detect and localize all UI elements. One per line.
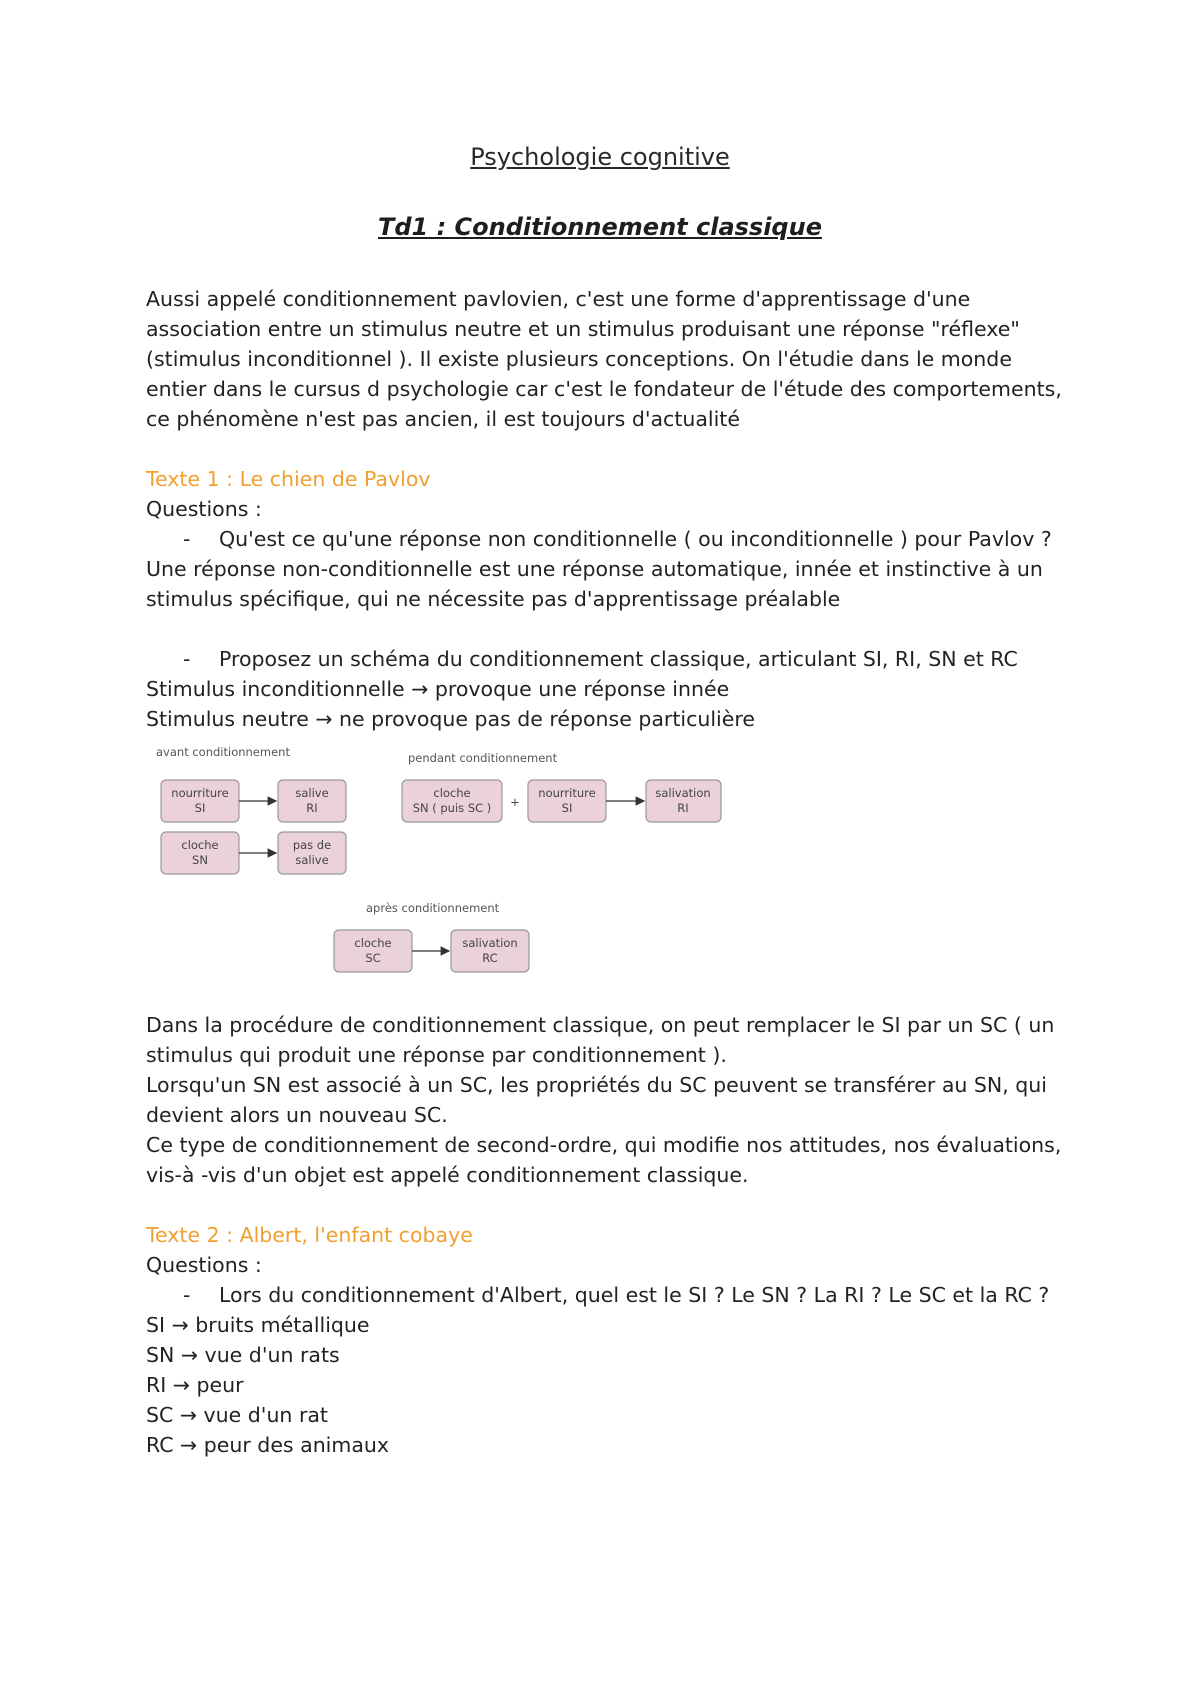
answer-line: RI → peur: [146, 1373, 244, 1397]
section-heading-texte2: Texte 2 : Albert, l'enfant cobaye: [146, 1223, 473, 1247]
intro-line: ce phénomène n'est pas ancien, il est toujours d'actualité: [146, 407, 740, 431]
paragraph-line: Dans la procédure de conditionnement classique, on peut remplacer le SI par un SC ( un: [146, 1013, 1055, 1037]
svg-text:RC: RC: [482, 951, 498, 965]
diagram-label-avant: avant conditionnement: [156, 745, 290, 759]
svg-text:RI: RI: [306, 801, 318, 815]
paragraph-line: stimulus qui produit une réponse par conditionnement ).: [146, 1043, 727, 1067]
bullet-dash: -: [183, 647, 191, 671]
intro-line: (stimulus inconditionnel ). Il existe plusieurs conceptions. On l'étudie dans le monde: [146, 347, 1012, 371]
svg-text:salivation: salivation: [655, 786, 711, 800]
question-text: Lors du conditionnement d'Albert, quel est le SI ? Le SN ? La RI ? Le SC et la RC ?: [219, 1283, 1050, 1307]
intro-line: Aussi appelé conditionnement pavlovien, c'est une forme d'apprentissage d'une: [146, 287, 971, 311]
diagram-label-apres: après conditionnement: [366, 901, 500, 915]
svg-text:salivation: salivation: [462, 936, 518, 950]
answer-line: Une réponse non-conditionnelle est une réponse automatique, innée et instinctive à un: [146, 557, 1043, 581]
svg-text:salive: salive: [295, 853, 329, 867]
svg-text:cloche: cloche: [433, 786, 471, 800]
question-text: Proposez un schéma du conditionnement classique, articulant SI, RI, SN et RC: [219, 647, 1018, 671]
svg-text:cloche: cloche: [181, 838, 219, 852]
answer-line: Stimulus neutre → ne provoque pas de réponse particulière: [146, 707, 755, 731]
diagram-box-cloche-sn-puis-sc: [402, 780, 502, 822]
svg-text:cloche: cloche: [354, 936, 392, 950]
answer-line: stimulus spécifique, qui ne nécessite pas d'apprentissage préalable: [146, 587, 841, 611]
diagram-box-pas-de-salive: [278, 832, 346, 874]
document-title: Psychologie cognitive: [470, 143, 730, 171]
answer-line: SN → vue d'un rats: [146, 1343, 340, 1367]
question-item: [183, 1280, 1049, 1310]
svg-text:pas de: pas de: [292, 838, 332, 852]
question-text: Qu'est ce qu'une réponse non conditionnelle ( ou inconditionnelle ) pour Pavlov ?: [219, 527, 1052, 551]
answer-line: SC → vue d'un rat: [146, 1403, 328, 1427]
intro-line: entier dans le cursus d psychologie car c'est le fondateur de l'étude des comportements,: [146, 377, 1062, 401]
svg-text:nourriture: nourriture: [171, 786, 229, 800]
question-item: [183, 644, 1018, 674]
diagram-box-salivation-rc: [451, 930, 529, 972]
answer-line: Stimulus inconditionnelle → provoque une réponse innée: [146, 677, 730, 701]
paragraph-line: Lorsqu'un SN est associé à un SC, les propriétés du SC peuvent se transférer au SN, qui: [146, 1073, 1047, 1097]
diagram-box-cloche-sn: [161, 832, 239, 874]
intro-line: association entre un stimulus neutre et un stimulus produisant une réponse "réflexe": [146, 317, 1020, 341]
svg-text:SN ( puis SC ): SN ( puis SC ): [412, 801, 492, 815]
svg-text:salive: salive: [295, 786, 329, 800]
conditioning-diagram: [146, 740, 746, 980]
bullet-dash: -: [183, 1283, 191, 1307]
svg-text:SI: SI: [561, 801, 573, 815]
svg-text:SN: SN: [192, 853, 208, 867]
answer-line: SI → bruits métallique: [146, 1313, 370, 1337]
paragraph-line: devient alors un nouveau SC.: [146, 1103, 448, 1127]
diagram-box-salive-ri: [278, 780, 346, 822]
diagram-box-nourriture-si: [161, 780, 239, 822]
diagram-box-cloche-sc: [334, 930, 412, 972]
paragraph-line: Ce type de conditionnement de second-ordre, qui modifie nos attitudes, nos évaluations,: [146, 1133, 1062, 1157]
questions-label: Questions :: [146, 497, 262, 521]
diagram-label-pendant: pendant conditionnement: [408, 751, 558, 765]
diagram-plus-sign: +: [510, 795, 520, 809]
answer-line: RC → peur des animaux: [146, 1433, 390, 1457]
diagram-box-nourriture-si-pendant: [528, 780, 606, 822]
svg-text:SI: SI: [194, 801, 206, 815]
paragraph-line: vis-à -vis d'un objet est appelé conditionnement classique.: [146, 1163, 749, 1187]
document-subtitle: Td1 : Conditionnement classique: [378, 213, 822, 241]
diagram-box-salivation-ri: [646, 780, 721, 822]
bullet-dash: -: [183, 527, 191, 551]
svg-text:SC: SC: [365, 951, 381, 965]
section-heading-texte1: Texte 1 : Le chien de Pavlov: [146, 467, 431, 491]
questions-label: Questions :: [146, 1253, 262, 1277]
svg-text:nourriture: nourriture: [538, 786, 596, 800]
svg-text:RI: RI: [677, 801, 689, 815]
question-item: [183, 524, 1052, 554]
